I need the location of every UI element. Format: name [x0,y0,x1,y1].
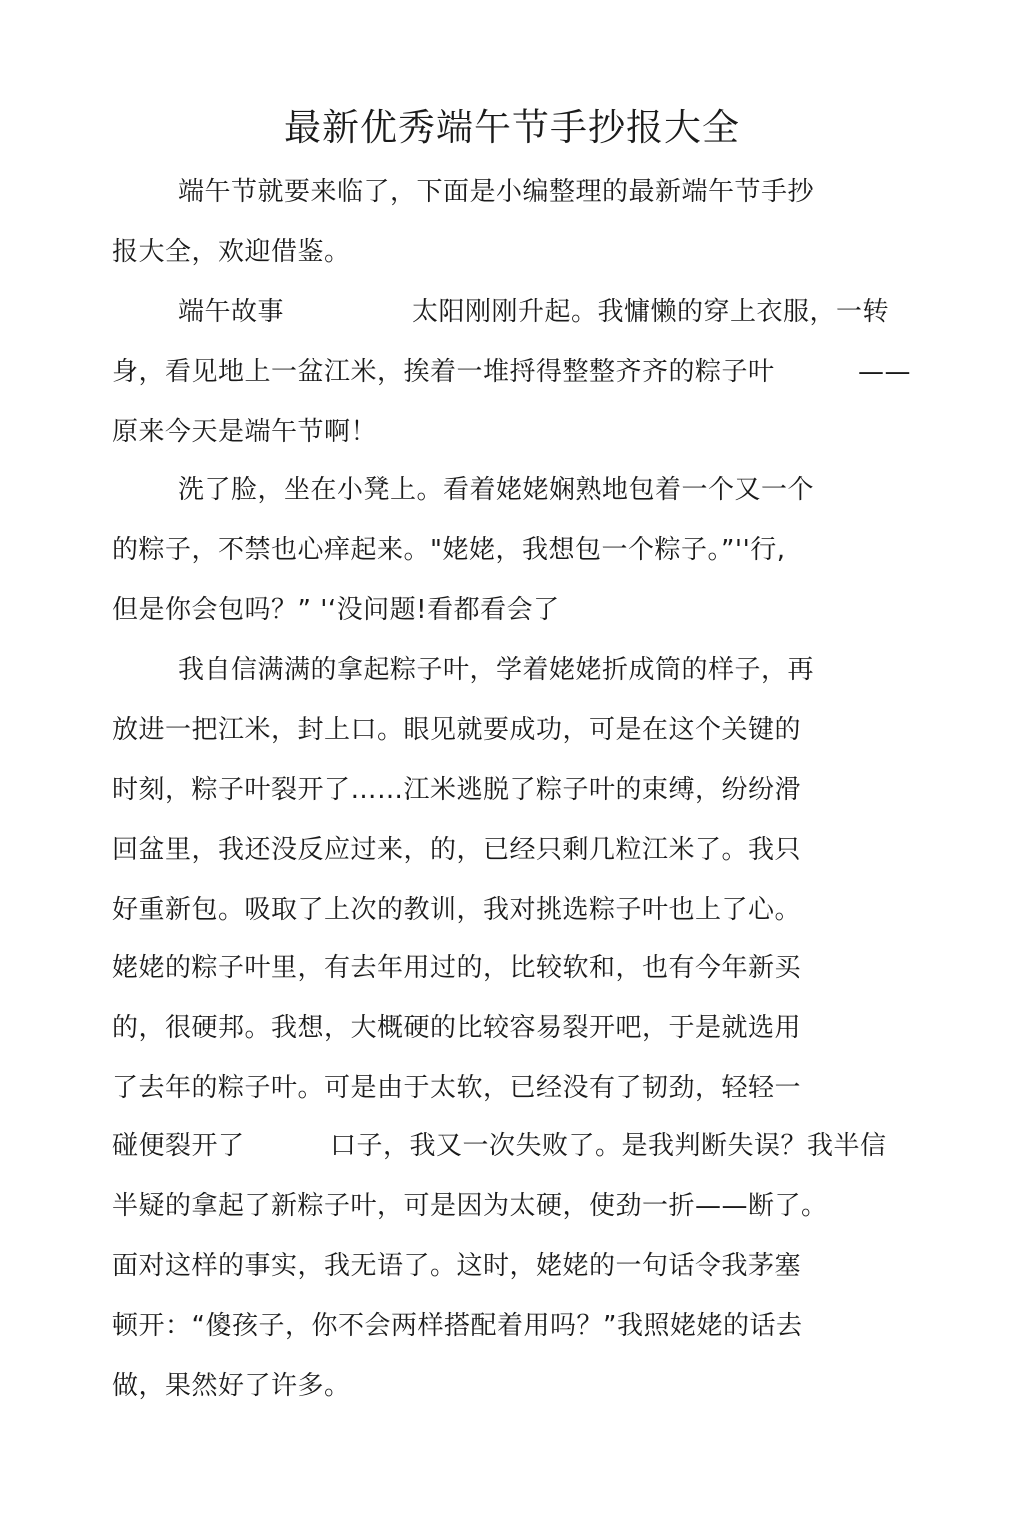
paragraph-line: 半疑的拿起了新粽子叶，可是因为太硬，使劲一折——断了。 [112,1191,828,1221]
paragraph-line: 时刻，粽子叶裂开了……江米逃脱了粽子叶的束缚，纷纷滑 [112,775,802,805]
paragraph-line: 身，看见地上一盆江米，挨着一堆捋得整整齐齐的粽子叶 [112,357,775,387]
paragraph-line: 顿开：“傻孩子，你不会两样搭配着用吗？”我照姥姥的话去 [112,1311,803,1341]
dash-mark: —— [858,357,911,387]
section-heading: 端午故事 [178,297,285,327]
paragraph-line: 好重新包。吸取了上次的教训，我对挑选粽子叶也上了心。 [112,895,802,925]
document-title: 最新优秀端午节手抄报大全 [284,106,740,149]
paragraph-line: 姥姥的粽子叶里，有去年用过的，比较软和，也有今年新买 [112,953,802,983]
paragraph-line: 报大全，欢迎借鉴。 [112,237,351,267]
paragraph-line: 洗了脸，坐在小凳上。看着姥姥娴熟地包着一个又一个 [178,475,815,505]
paragraph-line: 我自信满满的拿起粽子叶，学着姥姥折成筒的样子，再 [178,655,815,685]
paragraph-line: 口子，我又一次失败了。是我判断失误？我半信 [330,1131,887,1161]
paragraph-line: 做，果然好了许多。 [112,1371,351,1401]
paragraph-line: 端午节就要来临了，下面是小编整理的最新端午节手抄 [178,177,815,207]
paragraph-line: 放进一把江米，封上口。眼见就要成功，可是在这个关键的 [112,715,802,745]
paragraph-line: 太阳刚刚升起。我慵懒的穿上衣服，一转 [412,297,890,327]
paragraph-line: 的，很硬邦。我想，大概硬的比较容易裂开吧，于是就选用 [112,1013,802,1043]
paragraph-line: 的粽子，不禁也心痒起来。"姥姥，我想包一个粽子。”''行, [112,535,786,565]
paragraph-line: 碰便裂开了 [112,1131,245,1161]
paragraph-line: 面对这样的事实，我无语了。这时，姥姥的一句话令我茅塞 [112,1251,802,1281]
paragraph-line: 了去年的粽子叶。可是由于太软，已经没有了韧劲，轻轻一 [112,1073,802,1103]
paragraph-line: 但是你会包吗？” '‘没问题!看都看会了 [112,595,560,625]
paragraph-line: 回盆里，我还没反应过来，的，已经只剩几粒江米了。我只 [112,835,802,865]
paragraph-line: 原来今天是端午节啊！ [112,417,378,447]
